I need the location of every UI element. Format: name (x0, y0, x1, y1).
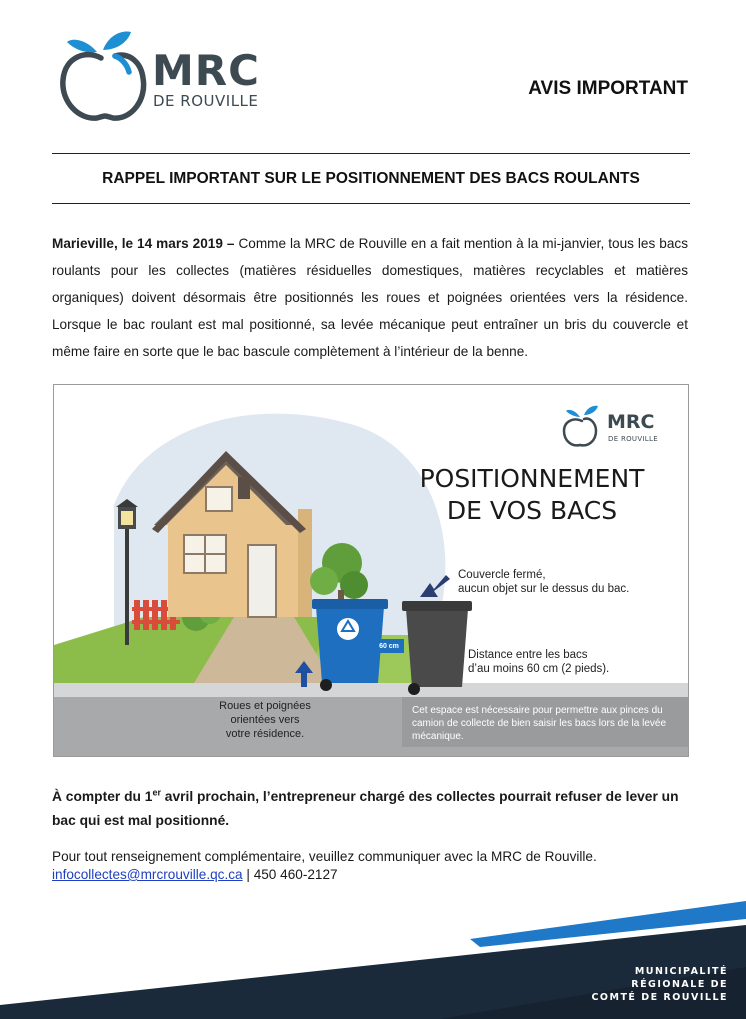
gap-label: 60 cm (379, 643, 399, 650)
lid-instruction (458, 568, 629, 596)
subject-heading: RAPPEL IMPORTANT SUR LE POSITIONNEMENT DES BACS ROULANTS (102, 170, 640, 187)
mrc-logo (57, 28, 267, 123)
top-divider (52, 153, 690, 154)
logo-subtitle: DE ROUVILLE (153, 92, 259, 110)
bottom-divider (52, 203, 690, 204)
footer-line2: RÉGIONALE DE (631, 979, 728, 990)
apple-logo-icon (57, 28, 152, 123)
distance-instruction (468, 648, 609, 676)
wheels-line1: Roues et poignées (219, 700, 311, 712)
warning-sup: er (152, 787, 161, 798)
space-note: Cet espace est nécessaire pour permettre aux pinces du camion de collecte de bien saisir les bacs lors de la levée mécanique. (412, 705, 667, 742)
contact-paragraph (52, 848, 692, 884)
distance-line1: Distance entre les bacs (468, 649, 588, 661)
intro-body: Comme la MRC de Rouville en a fait mention à la mi-janvier, tous les bacs roulants pour les collectes (matières résiduelles domestiques, matières recyclables et matières organiques) doivent désormais être positionnés les roues et poignées orientées vers la résidence. Lorsque le bac roulant est mal positionné, sa levée mécanique peut entraîner un bris du couvercle et même faire en sorte que le bac bascule complètement à l’intérieur de la benne. (52, 236, 688, 359)
infographic-logo-subtitle: DE ROUVILLE (608, 435, 658, 443)
contact-separator: | (242, 867, 254, 882)
infographic (53, 384, 689, 757)
logo-name: MRC (152, 46, 260, 95)
wheels-line3: votre résidence. (225, 728, 305, 740)
wheels-instruction (209, 699, 321, 741)
footer-line3: COMTÉ DE ROUVILLE (591, 992, 728, 1003)
warning-end: avril prochain, l’entrepreneur chargé des collectes pourrait refuser de lever un bac qui est mal positionné. (52, 789, 679, 828)
contact-line1: Pour tout renseignement complémentaire, veuillez communiquer avec la MRC de Rouville. (52, 849, 597, 864)
infographic-title (412, 463, 652, 527)
infographic-title-line1: POSITIONNEMENT (419, 464, 645, 493)
contact-email-link[interactable]: infocollectes@mrcrouville.qc.ca (52, 867, 243, 882)
notice-title: AVIS IMPORTANT (528, 78, 688, 99)
contact-phone: 450 460-2127 (253, 867, 338, 882)
footer-organization (591, 965, 728, 1004)
lid-line1: Couvercle fermé, (458, 569, 546, 581)
warning-paragraph (52, 785, 690, 833)
infographic-title-line2: DE VOS BACS (446, 496, 618, 525)
warning-start: À compter du 1 (52, 789, 153, 804)
lid-line2: aucun objet sur le dessus du bac. (458, 583, 630, 595)
dateline: Marieville, le 14 mars 2019 – (52, 236, 235, 251)
footer-line1: MUNICIPALITÉ (634, 966, 728, 977)
infographic-logo-name: MRC (607, 411, 655, 433)
distance-line2: d’au moins 60 cm (2 pieds). (468, 663, 610, 675)
wheels-line2: orientées vers (230, 714, 300, 726)
intro-paragraph (52, 230, 688, 365)
